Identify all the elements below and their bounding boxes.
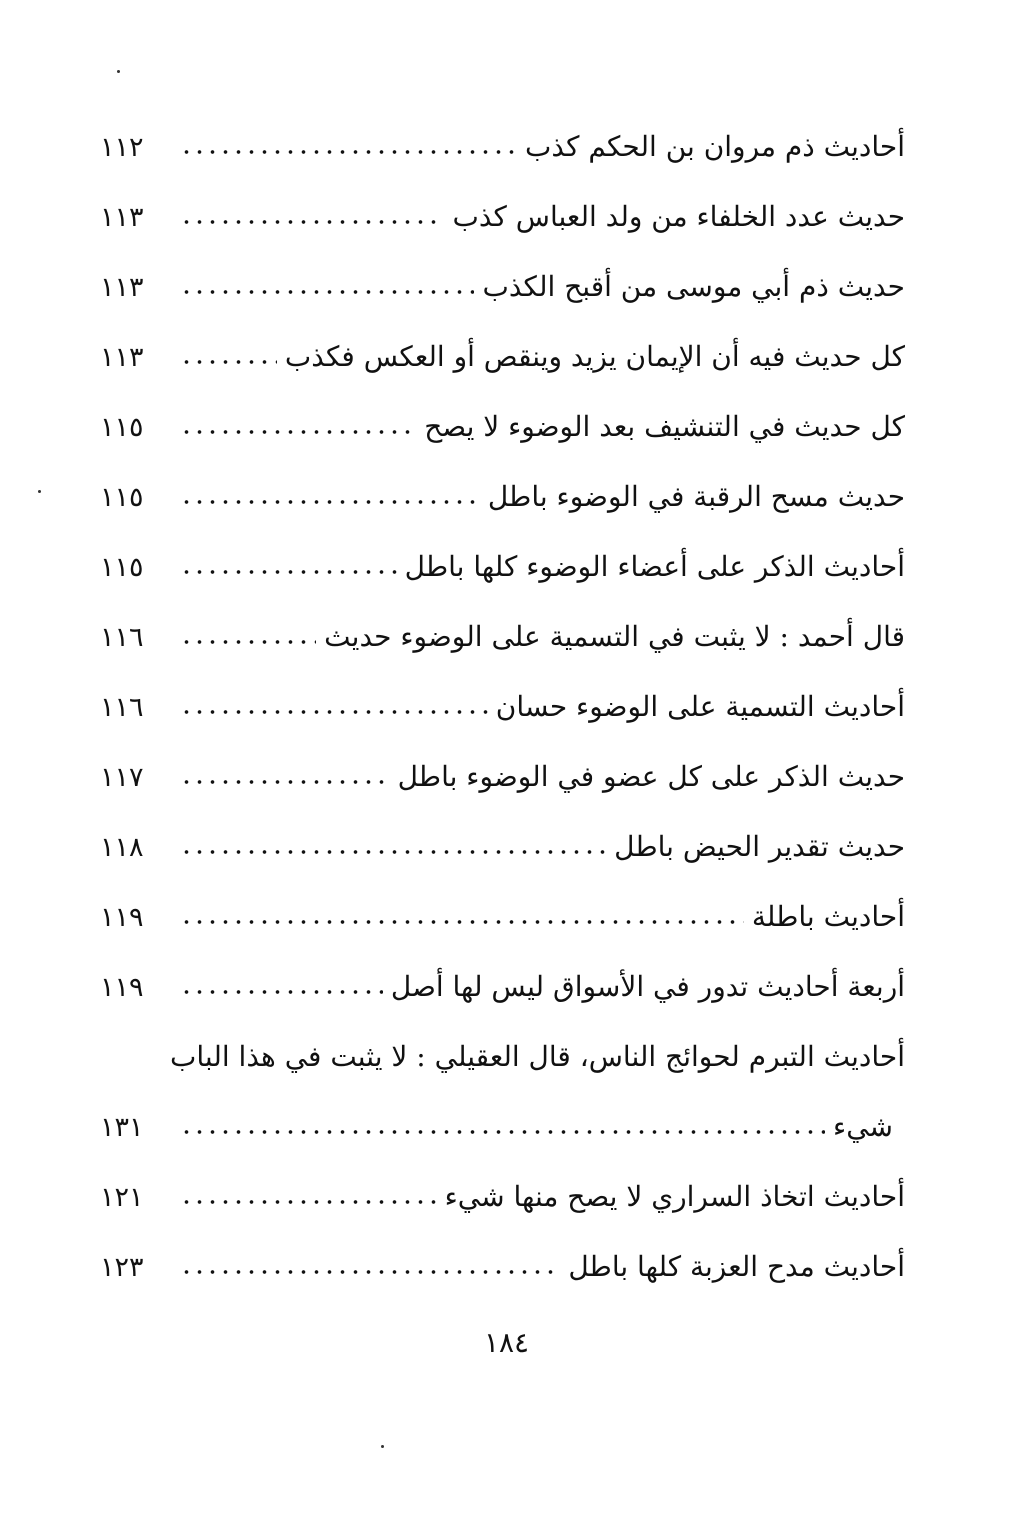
toc-entry: [100, 812, 905, 882]
dot-leader: [180, 1124, 825, 1140]
toc-entry-page: ١١٦: [100, 691, 144, 723]
toc-entry: [100, 112, 905, 182]
dot-leader: [180, 704, 488, 720]
toc-entry-title: حديث عدد الخلفاء من ولد العباس كذب: [452, 200, 905, 233]
toc-entry: [100, 882, 905, 952]
scan-speck: [38, 490, 41, 493]
toc-entry: [100, 672, 905, 742]
scan-speck: [117, 70, 120, 73]
dot-leader: [180, 494, 480, 510]
toc-entry-title: كل حديث في التنشيف بعد الوضوء لا يصح: [424, 410, 905, 443]
dot-leader: [180, 844, 606, 860]
toc-entry-page: ١١٩: [100, 971, 144, 1003]
toc-entry-title: أحاديث التبرم لحوائج الناس، قال العقيلي : لا يثبت في هذا الباب: [170, 1040, 905, 1073]
page-number: ١٨٤: [483, 1326, 530, 1359]
dot-leader: [180, 1264, 560, 1280]
dot-leader: [180, 634, 316, 650]
toc-entry-page: ١١٥: [100, 551, 144, 583]
toc-entry-page: ١١٩: [100, 901, 144, 933]
toc-entry-wrapped-line2: [100, 1092, 905, 1162]
toc-entry: [100, 1162, 905, 1232]
toc-entry-page: ١١٦: [100, 621, 144, 653]
toc-entry-title: أربعة أحاديث تدور في الأسواق ليس لها أصل: [390, 970, 905, 1003]
toc-entry: [100, 532, 905, 602]
dot-leader: [180, 144, 517, 160]
toc-entry-title: أحاديث باطلة: [751, 900, 905, 933]
toc-entry-page: ١١٧: [100, 761, 144, 793]
dot-leader: [180, 774, 390, 790]
toc-entry-title: أحاديث مدح العزبة كلها باطل: [568, 1250, 905, 1283]
toc-entry: [100, 602, 905, 672]
scan-speck: [381, 1445, 384, 1448]
toc-entry: [100, 742, 905, 812]
table-of-contents: [100, 112, 905, 1302]
toc-entry-title-continuation: شيء: [833, 1110, 893, 1143]
toc-entry-title: قال أحمد : لا يثبت في التسمية على الوضوء حديث: [324, 620, 905, 653]
toc-entry-page: ١٣١: [100, 1111, 144, 1143]
toc-entry-page: ١١٥: [100, 481, 144, 513]
toc-entry-title: حديث ذم أبي موسى من أقبح الكذب: [482, 270, 905, 303]
toc-entry-wrapped-line1: [100, 1022, 905, 1092]
dot-leader: [180, 564, 397, 580]
toc-entry: [100, 182, 905, 252]
toc-entry-page: ١١٢: [100, 131, 144, 163]
toc-entry: [100, 252, 905, 322]
dot-leader: [180, 214, 444, 230]
toc-entry: [100, 462, 905, 532]
toc-entry-title: حديث مسح الرقبة في الوضوء باطل: [487, 480, 905, 513]
toc-entry-page: ١١٨: [100, 831, 144, 863]
toc-entry-page: ١١٣: [100, 271, 144, 303]
toc-entry-title: أحاديث الذكر على أعضاء الوضوء كلها باطل: [404, 550, 905, 583]
toc-entry: [100, 322, 905, 392]
dot-leader: [180, 424, 416, 440]
toc-entry-page: ١١٣: [100, 341, 144, 373]
toc-entry: [100, 392, 905, 462]
toc-entry-page: ١٢١: [100, 1181, 144, 1213]
toc-entry-title: حديث الذكر على كل عضو في الوضوء باطل: [397, 760, 905, 793]
toc-entry-title: حديث تقدير الحيض باطل: [614, 830, 905, 863]
dot-leader: [180, 284, 474, 300]
toc-entry-title: أحاديث التسمية على الوضوء حسان: [495, 690, 905, 723]
toc-entry-title: أحاديث ذم مروان بن الحكم كذب: [525, 130, 905, 163]
toc-entry: [100, 1232, 905, 1302]
toc-entry-title: أحاديث اتخاذ السراري لا يصح منها شيء: [444, 1180, 905, 1213]
toc-entry-page: ١١٣: [100, 201, 144, 233]
dot-leader: [180, 914, 744, 930]
dot-leader: [180, 984, 383, 1000]
dot-leader: [180, 1194, 437, 1210]
toc-entry-title: كل حديث فيه أن الإيمان يزيد وينقص أو العكس فكذب: [284, 340, 905, 373]
toc-entry-page: ١٢٣: [100, 1251, 144, 1283]
toc-entry: [100, 952, 905, 1022]
dot-leader: [180, 354, 277, 370]
toc-entry-page: ١١٥: [100, 411, 144, 443]
